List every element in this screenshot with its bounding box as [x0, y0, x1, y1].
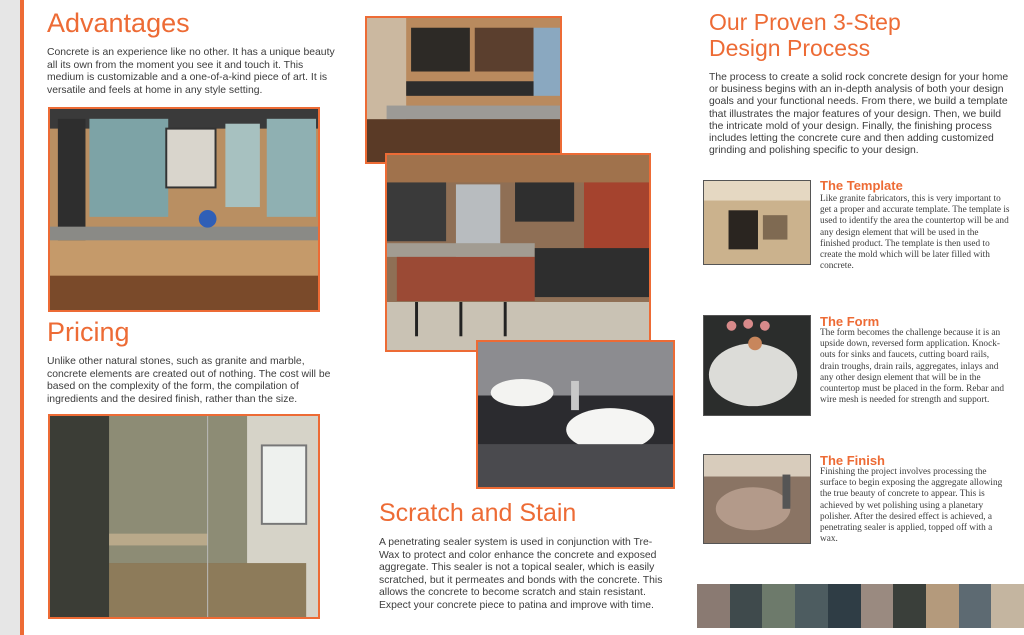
pricing-heading: Pricing: [47, 317, 130, 347]
swatch: [795, 584, 828, 628]
form-title: The Form: [820, 314, 880, 329]
bathroom-vanity-photo: [48, 107, 320, 312]
advantages-text: Concrete is an experience like no other. It has a unique beauty all its own from the moment you see it and touch it. This medium is customizable and a one-of-a-kind piece of art. It is versatile and feels at home in any style setting.: [47, 47, 335, 96]
scratch-stain-text: A penetrating sealer system is used in conjunction with Tre-Wax to protect and color enhance the concrete and exposed aggregate. This sealer is not a topical sealer, which is easily scratched, but it permeates and bonds with the concrete. This allows the concrete to become scratch and stain resistant. Expect your concrete piece to patina and improve with time.: [379, 537, 663, 611]
pricing-text: Unlike other natural stones, such as granite and marble, concrete elements are created out of nothing. The cost will be based on the complexity of the form, the compilation of ingredients and the desired finish, rather than the size.: [47, 356, 331, 405]
swatch: [861, 584, 894, 628]
swatch: [959, 584, 992, 628]
advantages-heading: Advantages: [47, 8, 190, 38]
form-photo: [703, 315, 811, 416]
template-photo: [703, 180, 811, 265]
finish-photo: [703, 454, 811, 544]
kitchen-photo: [385, 153, 651, 352]
process-heading-line1: Our Proven 3-Step: [709, 9, 901, 35]
swatch: [730, 584, 763, 628]
process-heading: [709, 9, 901, 61]
swatch: [697, 584, 730, 628]
swatch: [762, 584, 795, 628]
form-text: The form becomes the challenge because it is an upside down, reversed form application. Knock-outs for sinks and faucets, cutting board rails, drain troughs, drain rails, aggregates, inlays and any other design element that will be in the countertop must be placed in the form. Rebar and wire mesh is needed for strength and support.: [820, 328, 1005, 406]
swatch: [828, 584, 861, 628]
scratch-stain-heading: Scratch and Stain: [379, 499, 577, 527]
finish-title: The Finish: [820, 453, 885, 468]
swatch: [926, 584, 959, 628]
template-title: The Template: [820, 178, 903, 193]
fireplace-photo: [365, 16, 562, 164]
shower-photo: [48, 414, 320, 619]
left-edge-bar: [0, 0, 24, 635]
process-heading-line2: Design Process: [709, 35, 871, 61]
finish-text: Finishing the project involves processing the surface to begin exposing the aggregate allowing the true beauty of concrete to appear. This is achieved by wet polishing using a planetary polisher. After the desired effect is achieved, a penetrating sealer is applied, topped off with a wax.: [820, 467, 1003, 545]
vessel-sinks-photo: [476, 340, 675, 489]
concrete-swatch-strip: [697, 584, 1024, 628]
swatch: [991, 584, 1024, 628]
swatch: [893, 584, 926, 628]
template-text: Like granite fabricators, this is very important to get a proper and accurate template. The template is used to identify the area the countertop will be and any design element that will be used in the finished product. The template is then used to create the mold which will be later filled with concrete.: [820, 194, 1010, 272]
process-intro-text: The process to create a solid rock concrete design for your home or business begins with an in-depth analysis of both your design goals and your functional needs. From there, we build a template that illustrates the major features of your design. Then, we build the intricate mold of your design. Finally, the finishing process includes letting the concrete cure and then adding customized grinding and polishing specific to your design.: [709, 72, 1009, 157]
